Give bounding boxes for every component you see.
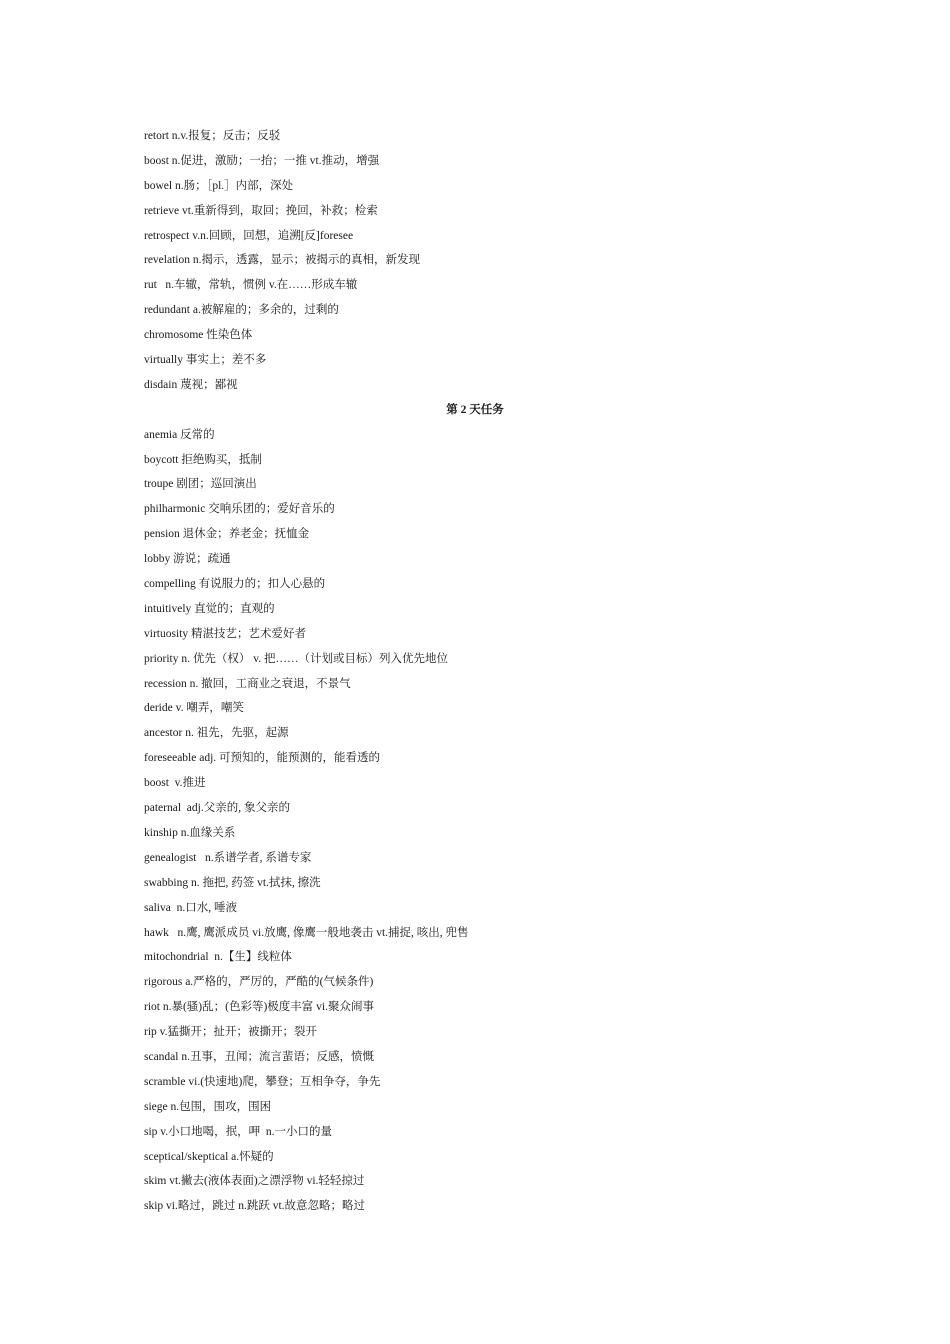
vocabulary-list [144, 126, 806, 1221]
vocab-entry: siege n.包围，围攻，围困 [144, 1100, 272, 1113]
vocab-entry: bowel n.肠；［pl.］内部，深处 [144, 179, 294, 192]
vocab-entry: recession n. 撤回，工商业之衰退，不景气 [144, 677, 351, 690]
vocab-entry: virtually 事实上；差不多 [144, 354, 267, 367]
vocab-entry: kinship n.血缘关系 [144, 826, 236, 839]
vocab-entry: pension 退休金；养老金；抚恤金 [144, 528, 310, 541]
vocab-entry: retort n.v.报复；反击；反驳 [144, 130, 281, 142]
vocab-entry: anemia 反常的 [144, 428, 215, 441]
vocab-entry: revelation n.揭示，透露，显示；被揭示的真相，新发现 [144, 254, 420, 267]
vocab-entry: priority n. 优先（权） v. 把……（计划或目标）列入优先地位 [144, 652, 448, 665]
vocab-entry: lobby 游说；疏通 [144, 553, 231, 566]
vocab-entry: philharmonic 交响乐团的；爱好音乐的 [144, 503, 335, 516]
vocab-entry: scandal n.丑事，丑闻；流言蜚语；反感，愤慨 [144, 1050, 374, 1063]
vocab-entry: deride v. 嘲弄，嘲笑 [144, 702, 244, 715]
vocab-entry: redundant a.被解雇的；多余的，过剩的 [144, 304, 339, 317]
vocab-entry: foreseeable adj. 可预知的，能预测的，能看透的 [144, 752, 381, 765]
vocab-entry: chromosome 性染色体 [144, 329, 253, 342]
vocab-entry: skim vt.撇去(液体表面)之漂浮物 vi.轻轻掠过 [144, 1175, 365, 1188]
vocab-entry: troupe 剧团；巡回演出 [144, 478, 257, 491]
vocab-entry: boost v.推进 [144, 777, 206, 790]
vocab-entry: rigorous a.严格的，严厉的，严酷的(气候条件) [144, 976, 374, 989]
vocab-entry: sceptical/skeptical a.怀疑的 [144, 1150, 274, 1163]
vocab-entry: scramble vi.(快速地)爬，攀登；互相争夺，争先 [144, 1075, 381, 1088]
vocab-entry: boycott 拒绝购买，抵制 [144, 453, 262, 466]
section-heading: 第 2 天任务 [446, 403, 504, 416]
vocab-entry: rip v.猛撕开；扯开；被撕开；裂开 [144, 1026, 318, 1039]
vocab-entry: paternal adj.父亲的, 象父亲的 [144, 802, 290, 815]
vocab-entry: retrieve vt.重新得到，取回；挽回，补救；检索 [144, 204, 378, 217]
vocab-entry: boost n.促进，激励；一抬；一推 vt.推动，增强 [144, 154, 380, 167]
vocab-entry: genealogist n.系谱学者, 系谱专家 [144, 851, 312, 864]
vocab-entry: skip vi.略过，跳过 n.跳跃 vt.故意忽略；略过 [144, 1200, 366, 1213]
vocab-entry: retrospect v.n.回顾，回想，追溯[反]foresee [144, 229, 354, 242]
vocab-entry: disdain 蔑视；鄙视 [144, 378, 238, 391]
vocab-entry: intuitively 直觉的；直观的 [144, 602, 275, 615]
vocab-entry: sip v.小口地喝，抿，呷 n.一小口的量 [144, 1125, 333, 1138]
vocab-entry: virtuosity 精湛技艺；艺术爱好者 [144, 627, 306, 640]
vocab-entry: riot n.暴(骚)乱；(色彩等)极度丰富 vi.聚众闹事 [144, 1001, 374, 1014]
vocab-entry: mitochondrial n.【生】线粒体 [144, 951, 292, 964]
vocab-entry: ancestor n. 祖先，先驱，起源 [144, 727, 289, 740]
vocab-entry: swabbing n. 拖把, 药签 vt.拭抹, 擦洗 [144, 876, 321, 889]
vocab-entry: hawk n.鹰, 鹰派成员 vi.放鹰, 像鹰一般地袭击 vt.捕捉, 咳出, 兜售 [144, 926, 469, 939]
vocab-entry: rut n.车辙，常轨，惯例 v.在……形成车辙 [144, 279, 358, 292]
vocab-entry: saliva n.口水, 唾液 [144, 901, 237, 914]
vocab-entry: compelling 有说服力的；扣人心悬的 [144, 578, 326, 591]
